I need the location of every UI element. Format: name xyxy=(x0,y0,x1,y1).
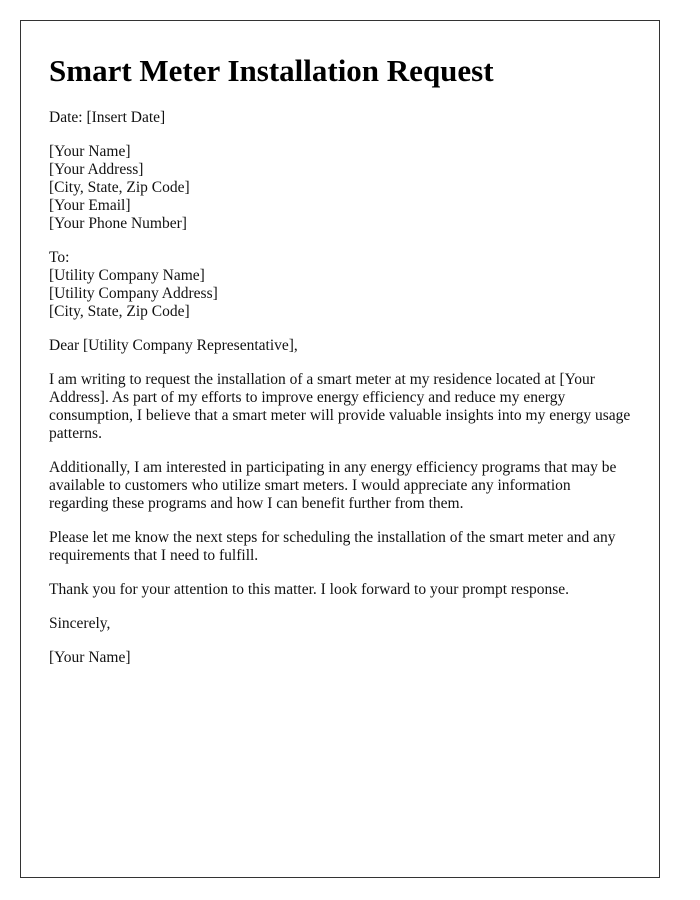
closing: Sincerely, xyxy=(49,615,111,632)
sender-phone: [Your Phone Number] xyxy=(49,215,187,232)
sender-name: [Your Name] xyxy=(49,143,131,160)
recipient-company: [Utility Company Name] xyxy=(49,267,205,284)
body-paragraph: Please let me know the next steps for scheduling the installation of the smart meter and any requirements that I need to fulfill. xyxy=(49,529,616,564)
body-paragraph: Additionally, I am interested in participating in any energy efficiency programs that may be available to customers who utilize smart meters. I would appreciate any information regarding these programs and how I can benefit further from them. xyxy=(49,459,617,512)
body-paragraph: I am writing to request the installation of a smart meter at my residence located at [Your Address]. As part of my efforts to improve energy efficiency and reduce my energy consumption, I believe that a smart meter will provide valuable insights into my energy usage patterns. xyxy=(49,371,631,442)
recipient-address: [Utility Company Address] xyxy=(49,285,218,302)
body-paragraph: Thank you for your attention to this matter. I look forward to your prompt response. xyxy=(49,581,570,598)
sender-address: [Your Address] xyxy=(49,161,144,178)
recipient-block xyxy=(49,249,631,321)
recipient-city: [City, State, Zip Code] xyxy=(49,303,190,320)
letter-page xyxy=(20,20,660,878)
letter-title: Smart Meter Installation Request xyxy=(49,53,494,88)
date-line: Date: [Insert Date] xyxy=(49,109,166,126)
recipient-to: To: xyxy=(49,249,70,266)
sender-block xyxy=(49,143,631,233)
salutation: Dear [Utility Company Representative], xyxy=(49,337,298,354)
sender-email: [Your Email] xyxy=(49,197,131,214)
signature: [Your Name] xyxy=(49,649,131,666)
sender-city: [City, State, Zip Code] xyxy=(49,179,190,196)
